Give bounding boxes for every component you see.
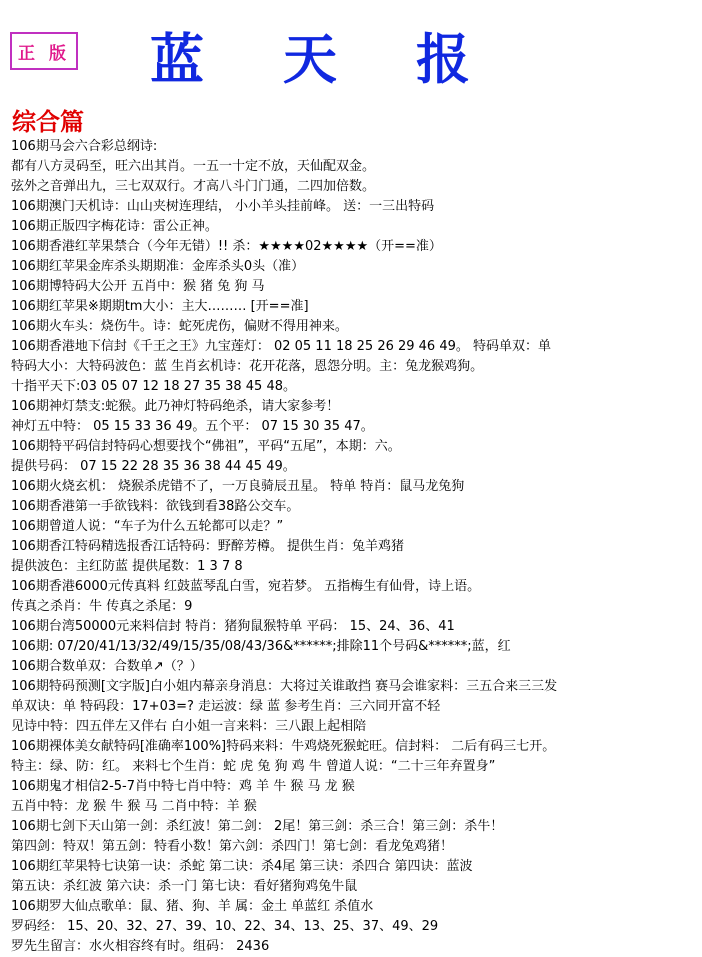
content-line: 106期罗大仙点歌单：鼠、猪、狗、羊 属：金土 单蓝红 杀值水 bbox=[11, 899, 374, 914]
content-line: 罗码经： 15、20、32、27、39、10、22、34、13、25、37、49、29 bbox=[11, 919, 439, 934]
title-char-1: 蓝 bbox=[150, 26, 204, 91]
content-line: 特主：绿、防：红。 来料七个生肖：蛇 虎 兔 狗 鸡 牛 曾道人说：“二十三年弃置身” bbox=[11, 759, 496, 774]
content-line: 106期红苹果特七诀第一诀：杀蛇 第二诀：杀4尾 第三诀：杀四合 第四诀：蓝波 bbox=[11, 859, 473, 874]
content-line: 罗先生留言：水火相容终有时。组码： 2436 bbox=[11, 939, 270, 954]
content-line: 106期澳门天机诗：山山夹树连理结， 小小羊头挂前峰。 送：一三出特码 bbox=[11, 199, 435, 214]
content-line: 第五诀：杀红波 第六诀：杀一门 第七诀：看好猪狗鸡兔牛鼠 bbox=[11, 879, 358, 894]
title-char-2: 天 bbox=[283, 26, 337, 91]
content-line: 都有八方灵码至，旺六出其肖。一五一十定不放，天仙配双金。 bbox=[11, 159, 376, 174]
title-char-3: 报 bbox=[416, 26, 470, 91]
content-line: 提供波色：主红防蓝 提供尾数：1 3 7 8 bbox=[11, 559, 243, 574]
content-line: 106期鬼才相信2-5-7肖中特七肖中特：鸡 羊 牛 猴 马 龙 猴 bbox=[11, 779, 355, 794]
authentic-badge: 正 版 bbox=[10, 32, 78, 70]
content-line: 106期台湾50000元来料信封 特肖：猪狗鼠猴特单 平码： 15、24、36、41 bbox=[11, 619, 455, 634]
content-line: 106期神灯禁支:蛇猴。此乃神灯特码绝杀，请大家参考！ bbox=[11, 399, 340, 414]
content-line: 神灯五中特： 05 15 33 36 49。五个平： 07 15 30 35 47。 bbox=[11, 419, 374, 434]
section-heading: 综合篇 bbox=[12, 107, 84, 136]
content-line: 106期: 07/20/41/13/32/49/15/35/08/43/36&******;排除11个号码&******;蓝，红 bbox=[11, 639, 511, 654]
content-line: 五肖中特：龙 猴 牛 猴 马 二肖中特：羊 猴 bbox=[11, 799, 257, 814]
content-line: 106期七剑下天山第一剑：杀红波！第二剑： 2尾！第三剑：杀三合！第三剑：杀牛！ bbox=[11, 819, 504, 834]
content-line: 106期红苹果金库杀头期期准：金库杀头0头（准） bbox=[11, 259, 305, 274]
content-line: 弦外之音弹出九，三七双双行。才高八斗门门通，二四加倍数。 bbox=[11, 179, 376, 194]
content-line: 106期香港第一手欲钱料：欲钱到看38路公交车。 bbox=[11, 499, 300, 514]
content-line: 106期火车头：烧伤牛。诗：蛇死虎伤，偏财不得用神来。 bbox=[11, 319, 348, 334]
content-line: 106期合数单双：合数单↗（？） bbox=[11, 659, 203, 674]
content-line: 第四剑：特双！第五剑：特看小数！第六剑：杀四门！第七剑：看龙兔鸡猪！ bbox=[11, 839, 454, 854]
content-line: 106期马会六合彩总纲诗: bbox=[11, 139, 158, 154]
content-line: 106期香港红苹果禁合（今年无错）!! 杀：★★★★02★★★★（开==准） bbox=[11, 239, 442, 254]
content-line: 106期曾道人说：“车子为什么五轮都可以走？” bbox=[11, 519, 284, 534]
content-line: 106期正版四字梅花诗：雷公正神。 bbox=[11, 219, 218, 234]
content-line: 106期特码预测[文字版]白小姐内幕亲身消息：大将过关谁敢挡 赛马会谁家料：三五合来三三发 bbox=[11, 679, 558, 694]
content-line: 特码大小：大特码波色：蓝 生肖玄机诗：花开花落，恩怨分明。主：兔龙猴鸡狗。 bbox=[11, 359, 484, 374]
content-line: 106期裸体美女献特码[准确率100%]特码来料：牛鸡烧死猴蛇旺。信封料： 二后有码三七开。 bbox=[11, 739, 556, 754]
content-line: 106期特平码信封特码心想要找个“佛祖”，平码“五尾”，本期：六。 bbox=[11, 439, 401, 454]
content-line: 106期火烧玄机： 烧猴杀虎错不了，一万良骑辰丑星。 特单 特肖：鼠马龙兔狗 bbox=[11, 479, 465, 494]
content-lines bbox=[11, 137, 699, 957]
content-line: 106期香港地下信封《千王之王》九宝莲灯： 02 05 11 18 25 26 29 46 49。 特码单双：单 bbox=[11, 339, 552, 354]
content-line: 106期香江特码精选报香江话特码：野醉芳樽。 提供生肖：兔羊鸡猪 bbox=[11, 539, 404, 554]
content-line: 106期博特码大公开 五肖中：猴 猪 兔 狗 马 bbox=[11, 279, 265, 294]
content-line: 十指平天下:03 05 07 12 18 27 35 38 45 48。 bbox=[11, 379, 296, 394]
content-line: 见诗中特：四五伴左又伴右 白小姐一言来料：三八跟上起相陪 bbox=[11, 719, 367, 734]
content-line: 106期红苹果※期期tm大小：主大……… [开==准] bbox=[11, 299, 309, 314]
content-line: 提供号码： 07 15 22 28 35 36 38 44 45 49。 bbox=[11, 459, 296, 474]
content-line: 106期香港6000元传真料 红鼓蓝琴乱白雪，宛若梦。 五指梅生有仙骨，诗上语。 bbox=[11, 579, 481, 594]
content-line: 传真之杀肖：牛 传真之杀尾：9 bbox=[11, 599, 193, 614]
masthead-title bbox=[150, 20, 470, 90]
content-line: 单双诀：单 特码段：17+03=? 走运波：绿 蓝 参考生肖：三六同开富不轻 bbox=[11, 699, 441, 714]
